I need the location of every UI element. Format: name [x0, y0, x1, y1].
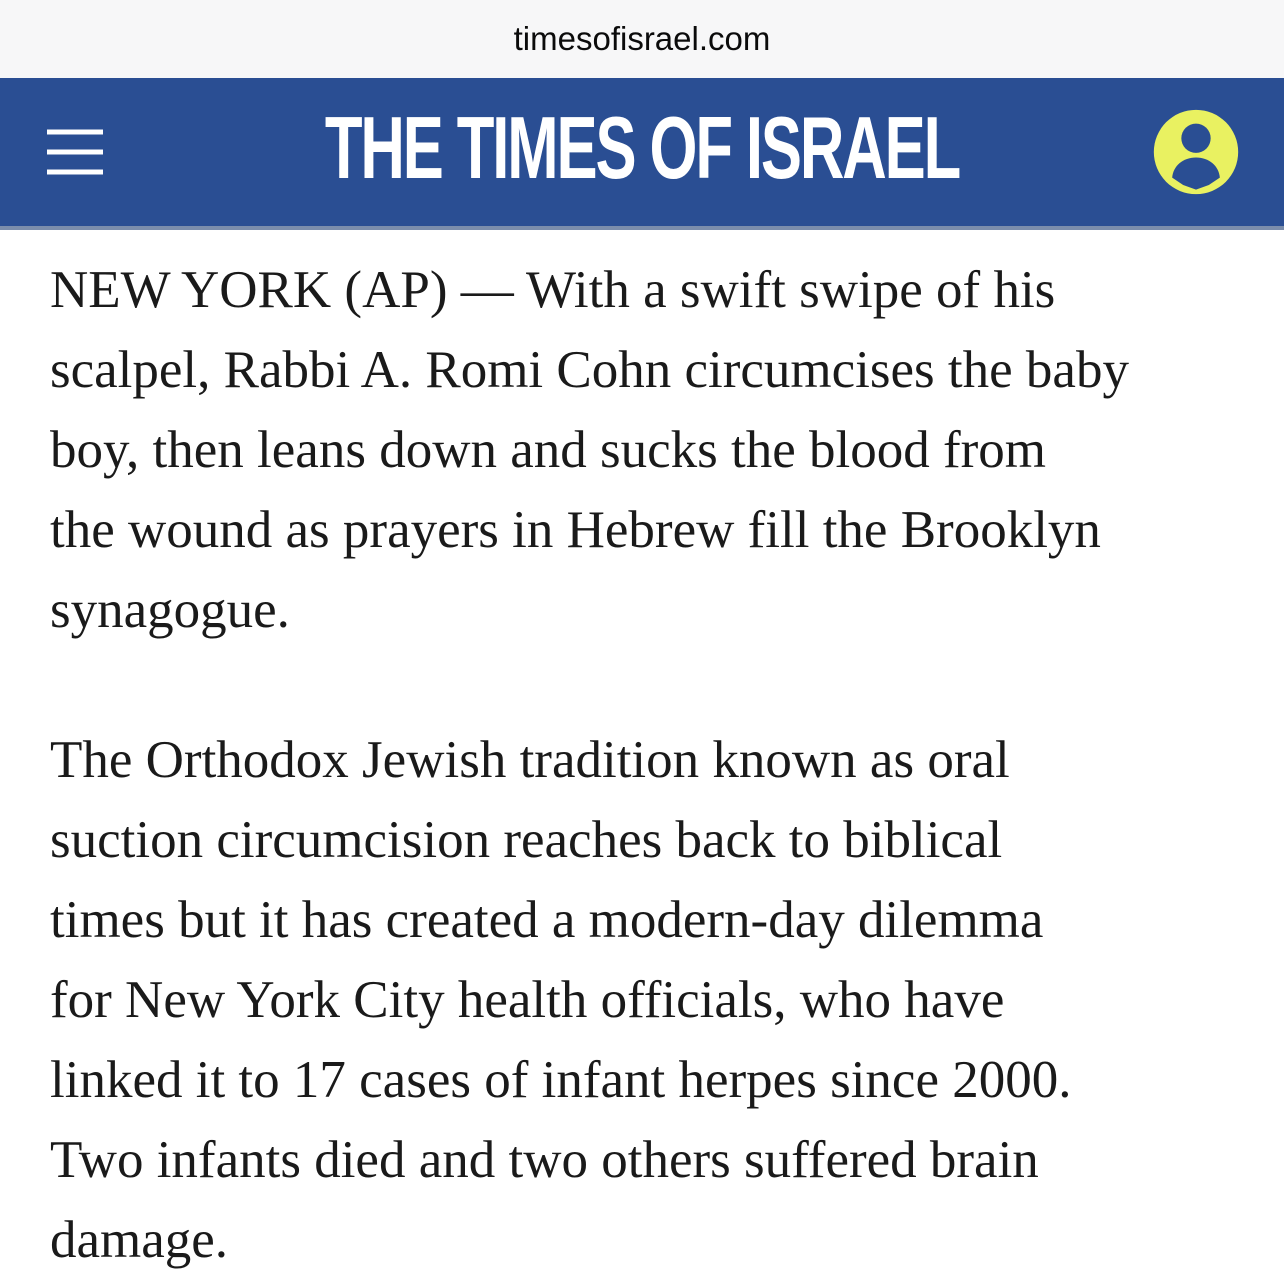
hamburger-bar: [47, 170, 103, 175]
article-line: times but it has created a modern-day dilemma: [50, 891, 1044, 949]
article-line: the wound as prayers in Hebrew fill the Brooklyn: [50, 501, 1101, 559]
browser-url-bar[interactable]: [0, 0, 1284, 78]
article-line: The Orthodox Jewish tradition known as oral: [50, 731, 1010, 789]
article-line: Two infants died and two others suffered brain: [50, 1131, 1039, 1189]
site-header: [0, 78, 1284, 230]
article-line: scalpel, Rabbi A. Romi Cohn circumcises the baby: [50, 341, 1129, 399]
article-line: linked it to 17 cases of infant herpes since 2000.: [50, 1051, 1072, 1109]
article-line: synagogue.: [50, 581, 290, 639]
site-logo[interactable]: THE TIMES OF ISRAEL: [324, 97, 960, 197]
user-profile-icon[interactable]: [1152, 108, 1240, 196]
article-line: damage.: [50, 1211, 229, 1269]
article-line: for New York City health officials, who have: [50, 971, 1005, 1029]
article-line: boy, then leans down and sucks the blood from: [50, 421, 1047, 479]
article-body: [0, 230, 1284, 1273]
article-paragraph: [50, 250, 1234, 650]
user-avatar-graphic: [1152, 108, 1240, 196]
hamburger-menu-icon[interactable]: [47, 130, 103, 175]
hamburger-bar: [47, 150, 103, 155]
article-line: suction circumcision reaches back to biblical: [50, 811, 1003, 869]
hamburger-bar: [47, 130, 103, 135]
url-text: timesofisrael.com: [513, 20, 771, 57]
article-line: NEW YORK (AP) — With a swift swipe of his: [50, 261, 1056, 319]
article-paragraph: [50, 720, 1234, 1273]
